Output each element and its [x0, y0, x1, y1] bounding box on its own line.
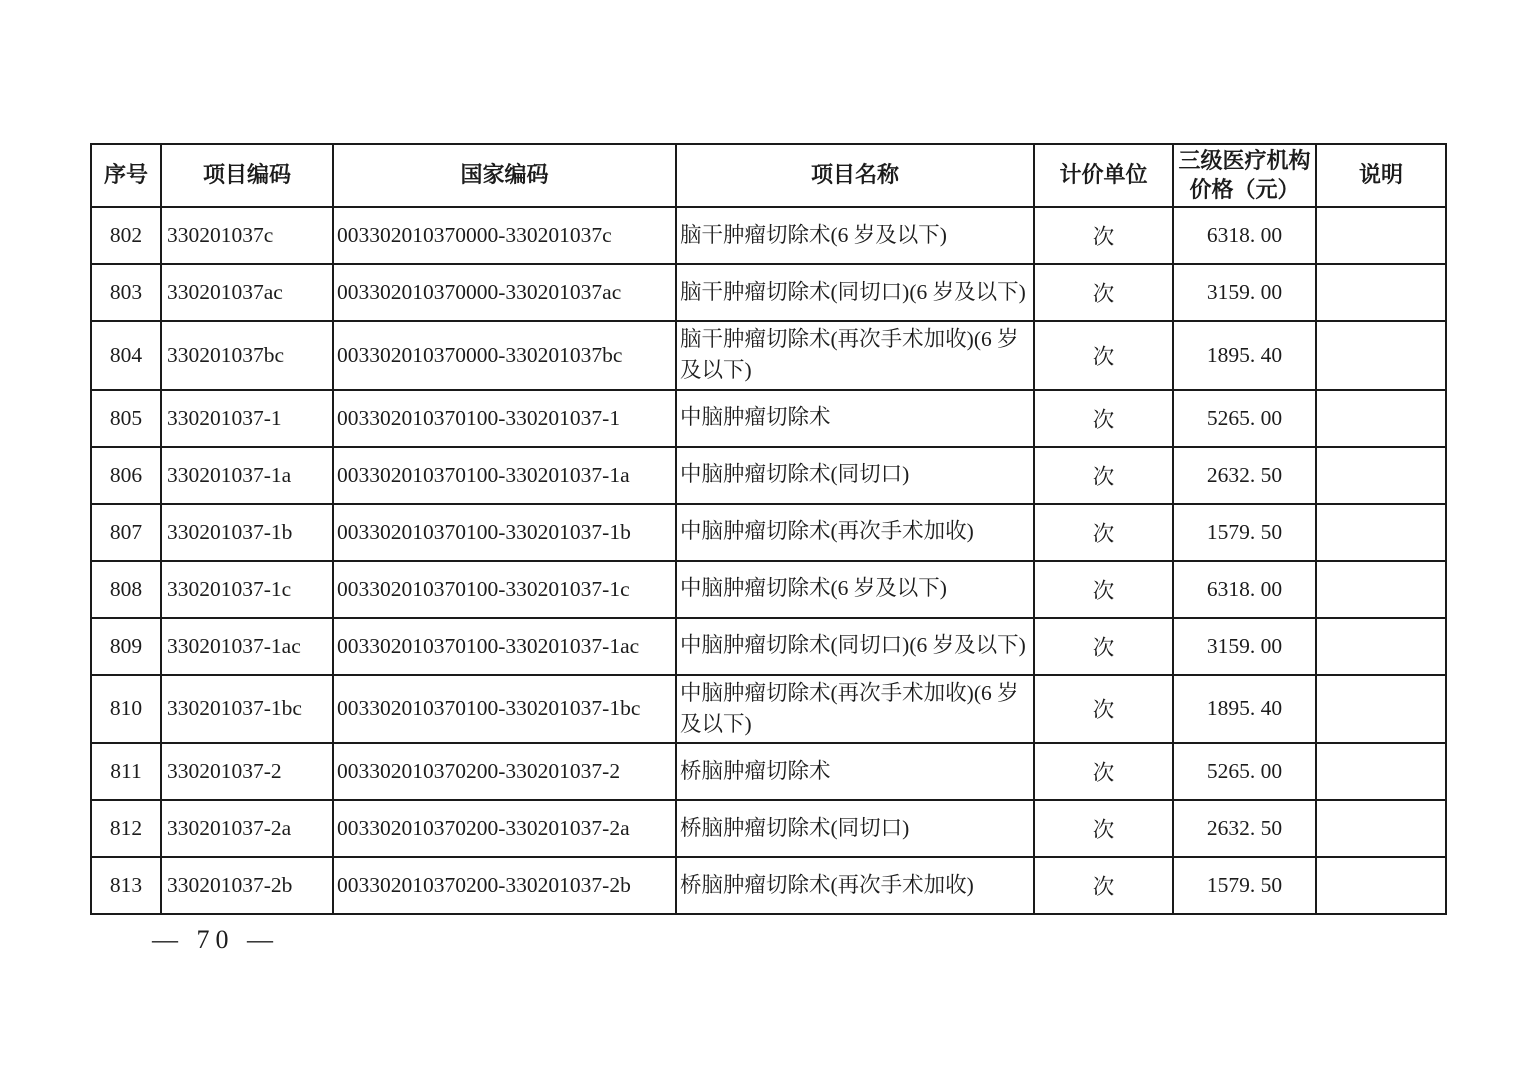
table-row	[91, 857, 1446, 914]
header-item-name: 项目名称	[676, 144, 1034, 207]
price-cell: 2632. 50	[1173, 447, 1316, 504]
price-cell: 1895. 40	[1173, 675, 1316, 743]
remark-cell	[1316, 618, 1446, 675]
item-code-cell: 330201037bc	[161, 321, 333, 389]
remark-cell	[1316, 800, 1446, 857]
seq-cell: 813	[91, 857, 161, 914]
price-cell: 1579. 50	[1173, 857, 1316, 914]
item-name-cell: 桥脑肿瘤切除术	[676, 743, 1034, 800]
unit-cell: 次	[1034, 743, 1173, 800]
item-code-cell: 330201037-2b	[161, 857, 333, 914]
table-row	[91, 390, 1446, 447]
item-code-cell: 330201037-2	[161, 743, 333, 800]
remark-cell	[1316, 321, 1446, 389]
national-code-cell: 003302010370200-330201037-2a	[333, 800, 676, 857]
medical-price-table	[90, 143, 1447, 915]
table-header-row	[91, 144, 1446, 207]
item-code-cell: 330201037-1c	[161, 561, 333, 618]
seq-cell: 802	[91, 207, 161, 264]
national-code-cell: 003302010370200-330201037-2	[333, 743, 676, 800]
price-cell: 3159. 00	[1173, 618, 1316, 675]
unit-cell: 次	[1034, 561, 1173, 618]
header-price	[1173, 144, 1316, 207]
national-code-cell: 003302010370100-330201037-1a	[333, 447, 676, 504]
price-cell: 1579. 50	[1173, 504, 1316, 561]
price-cell: 5265. 00	[1173, 390, 1316, 447]
seq-cell: 812	[91, 800, 161, 857]
unit-cell: 次	[1034, 857, 1173, 914]
national-code-cell: 003302010370100-330201037-1ac	[333, 618, 676, 675]
unit-cell: 次	[1034, 321, 1173, 389]
seq-cell: 804	[91, 321, 161, 389]
item-name-cell: 中脑肿瘤切除术	[676, 390, 1034, 447]
table-row	[91, 800, 1446, 857]
header-national-code: 国家编码	[333, 144, 676, 207]
price-cell: 3159. 00	[1173, 264, 1316, 321]
price-cell: 2632. 50	[1173, 800, 1316, 857]
item-name-cell: 桥脑肿瘤切除术(再次手术加收)	[676, 857, 1034, 914]
national-code-cell: 003302010370100-330201037-1b	[333, 504, 676, 561]
unit-cell: 次	[1034, 447, 1173, 504]
price-cell: 1895. 40	[1173, 321, 1316, 389]
national-code-cell: 003302010370000-330201037bc	[333, 321, 676, 389]
table-row	[91, 561, 1446, 618]
item-code-cell: 330201037-2a	[161, 800, 333, 857]
table-row	[91, 743, 1446, 800]
page-number: — 70 —	[152, 925, 279, 954]
seq-cell: 811	[91, 743, 161, 800]
table-row	[91, 264, 1446, 321]
remark-cell	[1316, 857, 1446, 914]
unit-cell: 次	[1034, 675, 1173, 743]
item-code-cell: 330201037-1	[161, 390, 333, 447]
item-code-cell: 330201037-1ac	[161, 618, 333, 675]
table-row	[91, 504, 1446, 561]
table-row	[91, 447, 1446, 504]
unit-cell: 次	[1034, 207, 1173, 264]
unit-cell: 次	[1034, 618, 1173, 675]
item-code-cell: 330201037ac	[161, 264, 333, 321]
table-row	[91, 675, 1446, 743]
unit-cell: 次	[1034, 504, 1173, 561]
item-name-cell: 脑干肿瘤切除术(同切口)(6 岁及以下)	[676, 264, 1034, 321]
seq-cell: 808	[91, 561, 161, 618]
item-name-cell: 中脑肿瘤切除术(6 岁及以下)	[676, 561, 1034, 618]
national-code-cell: 003302010370100-330201037-1c	[333, 561, 676, 618]
remark-cell	[1316, 264, 1446, 321]
table-row	[91, 618, 1446, 675]
header-seq: 序号	[91, 144, 161, 207]
seq-cell: 805	[91, 390, 161, 447]
remark-cell	[1316, 561, 1446, 618]
national-code-cell: 003302010370000-330201037c	[333, 207, 676, 264]
seq-cell: 806	[91, 447, 161, 504]
item-code-cell: 330201037-1b	[161, 504, 333, 561]
table-row	[91, 207, 1446, 264]
unit-cell: 次	[1034, 264, 1173, 321]
item-name-cell: 中脑肿瘤切除术(同切口)	[676, 447, 1034, 504]
item-name-cell: 脑干肿瘤切除术(再次手术加收)(6 岁及以下)	[676, 321, 1034, 389]
remark-cell	[1316, 207, 1446, 264]
national-code-cell: 003302010370000-330201037ac	[333, 264, 676, 321]
national-code-cell: 003302010370200-330201037-2b	[333, 857, 676, 914]
price-cell: 6318. 00	[1173, 561, 1316, 618]
national-code-cell: 003302010370100-330201037-1bc	[333, 675, 676, 743]
item-name-cell: 桥脑肿瘤切除术(同切口)	[676, 800, 1034, 857]
header-price-line1: 三级医疗机构	[1178, 148, 1311, 173]
header-item-code: 项目编码	[161, 144, 333, 207]
unit-cell: 次	[1034, 800, 1173, 857]
seq-cell: 803	[91, 264, 161, 321]
national-code-cell: 003302010370100-330201037-1	[333, 390, 676, 447]
item-code-cell: 330201037-1bc	[161, 675, 333, 743]
unit-cell: 次	[1034, 390, 1173, 447]
table-row	[91, 321, 1446, 389]
header-price-line2: 价格（元）	[1189, 176, 1300, 202]
item-code-cell: 330201037c	[161, 207, 333, 264]
header-unit: 计价单位	[1034, 144, 1173, 207]
price-cell: 6318. 00	[1173, 207, 1316, 264]
remark-cell	[1316, 743, 1446, 800]
item-code-cell: 330201037-1a	[161, 447, 333, 504]
seq-cell: 810	[91, 675, 161, 743]
header-remark: 说明	[1316, 144, 1446, 207]
seq-cell: 809	[91, 618, 161, 675]
price-cell: 5265. 00	[1173, 743, 1316, 800]
item-name-cell: 脑干肿瘤切除术(6 岁及以下)	[676, 207, 1034, 264]
item-name-cell: 中脑肿瘤切除术(再次手术加收)(6 岁及以下)	[676, 675, 1034, 743]
seq-cell: 807	[91, 504, 161, 561]
item-name-cell: 中脑肿瘤切除术(再次手术加收)	[676, 504, 1034, 561]
remark-cell	[1316, 675, 1446, 743]
remark-cell	[1316, 504, 1446, 561]
item-name-cell: 中脑肿瘤切除术(同切口)(6 岁及以下)	[676, 618, 1034, 675]
remark-cell	[1316, 447, 1446, 504]
remark-cell	[1316, 390, 1446, 447]
